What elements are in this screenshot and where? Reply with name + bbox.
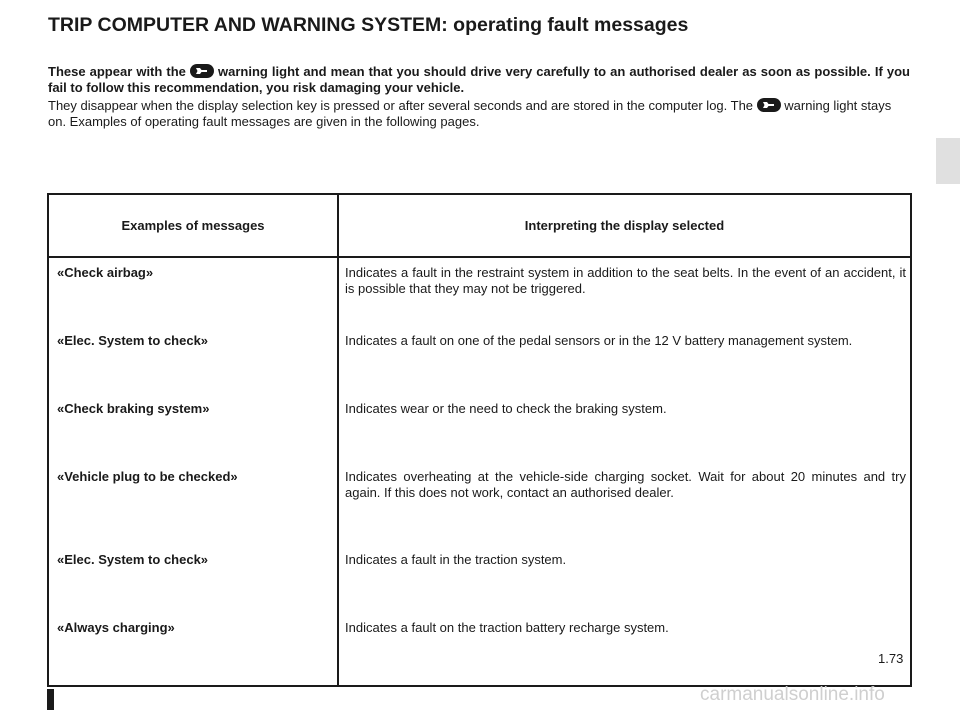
table-header-interpretation: Interpreting the display selected <box>338 194 911 257</box>
table-header-messages: Examples of messages <box>48 194 338 257</box>
intro-info-paragraph <box>48 98 910 130</box>
interpretation-cell: Indicates a fault on the traction battery recharge system. <box>345 620 669 635</box>
interpretation-cell: Indicates overheating at the vehicle-side charging socket. Wait for about 20 minutes and try again. If this does not work, contact an authorised dealer. <box>345 469 906 500</box>
table-row <box>48 462 911 545</box>
intro-normal-text-1: They disappear when the display selection key is pressed or after several seconds and are stored in the computer log. The <box>48 98 754 113</box>
interpretation-cell: Indicates a fault in the restraint system in addition to the seat belts. In the event of an accident, it is possible that they may not be triggered. <box>345 265 906 296</box>
interpretation-cell: Indicates a fault on one of the pedal sensors or in the 12 V battery management system. <box>345 333 853 348</box>
interpretation-cell: Indicates a fault in the traction system. <box>345 552 567 567</box>
table-header-row <box>48 194 911 257</box>
intro-normal-text-2: warning light stays on. Examples of operating fault messages are given in the following pages. <box>48 98 892 129</box>
intro-bold-text-1: These appear with the <box>48 64 186 79</box>
page-number: 1.73 <box>878 651 904 666</box>
table-row <box>48 613 911 686</box>
table-row <box>48 394 911 462</box>
message-cell: «Vehicle plug to be checked» <box>48 462 338 545</box>
message-cell: «Check braking system» <box>48 394 338 462</box>
intro-warning-paragraph <box>48 64 910 96</box>
wrench-icon <box>190 64 214 78</box>
intro-bold-text-2: warning light and mean that you should drive very carefully to an authorised dealer as soon as possible. If you fail to follow this recommendation, you risk damaging your vehicle. <box>48 64 910 95</box>
message-cell: «Elec. System to check» <box>48 545 338 613</box>
message-cell: «Check airbag» <box>48 257 338 326</box>
message-cell: «Always charging» <box>48 613 338 686</box>
table-row <box>48 326 911 394</box>
wrench-icon <box>757 98 781 112</box>
table-row <box>48 545 911 613</box>
corner-mark <box>47 689 54 710</box>
section-side-tab <box>936 138 960 184</box>
table-row <box>48 257 911 326</box>
interpretation-cell: Indicates wear or the need to check the braking system. <box>345 401 667 416</box>
fault-messages-table <box>47 193 912 687</box>
page-title: TRIP COMPUTER AND WARNING SYSTEM: operating fault messages <box>48 14 689 36</box>
message-cell: «Elec. System to check» <box>48 326 338 394</box>
watermark: carmanualsonline.info <box>700 684 885 705</box>
